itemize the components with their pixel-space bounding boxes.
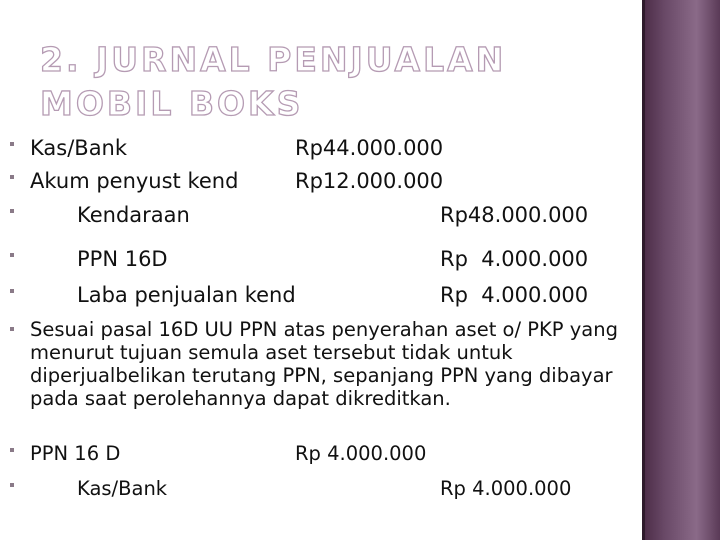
account-name: PPN 16D xyxy=(77,247,168,271)
journal-row xyxy=(0,474,640,504)
credit-amount: Rp48.000.000 xyxy=(440,203,589,227)
account-name: Laba penjualan kend xyxy=(77,283,296,307)
account-name: Kas/Bank xyxy=(30,136,128,160)
note-paragraph: Sesuai pasal 16D UU PPN atas penyerahan aset o/ PKP yang menurut tujuan semula aset tersebut tidak untuk diperjualbelikan terutang PPN, sepanjang PPN yang dibayar pada saat perolehannya dapat dikreditkan. xyxy=(30,318,618,410)
bullet-icon xyxy=(10,327,14,331)
bullet-icon xyxy=(10,142,14,146)
debit-amount: Rp 4.000.000 xyxy=(295,442,427,465)
decorative-side-bar xyxy=(642,0,720,540)
journal-row xyxy=(0,244,640,274)
journal-row xyxy=(0,280,640,310)
journal-row xyxy=(0,166,640,196)
journal-row xyxy=(0,133,640,163)
bullet-icon xyxy=(10,209,14,213)
journal-row xyxy=(0,439,640,469)
credit-amount: Rp 4.000.000 xyxy=(440,477,572,500)
debit-amount: Rp44.000.000 xyxy=(295,136,444,160)
side-bar-edge xyxy=(642,0,645,540)
bullet-icon xyxy=(10,253,14,257)
bullet-icon xyxy=(10,448,14,452)
account-name: Kendaraan xyxy=(77,203,190,227)
bullet-icon xyxy=(10,175,14,179)
bullet-icon xyxy=(10,483,14,487)
journal-row xyxy=(0,200,640,230)
account-name: PPN 16 D xyxy=(30,442,121,465)
slide-title: 2. JURNAL PENJUALAN MOBIL BOKS xyxy=(40,40,507,123)
account-name: Akum penyust kend xyxy=(30,169,239,193)
debit-amount: Rp12.000.000 xyxy=(295,169,444,193)
bullet-icon xyxy=(10,289,14,293)
credit-amount: Rp 4.000.000 xyxy=(440,283,589,307)
account-name: Kas/Bank xyxy=(77,477,168,500)
credit-amount: Rp 4.000.000 xyxy=(440,247,589,271)
